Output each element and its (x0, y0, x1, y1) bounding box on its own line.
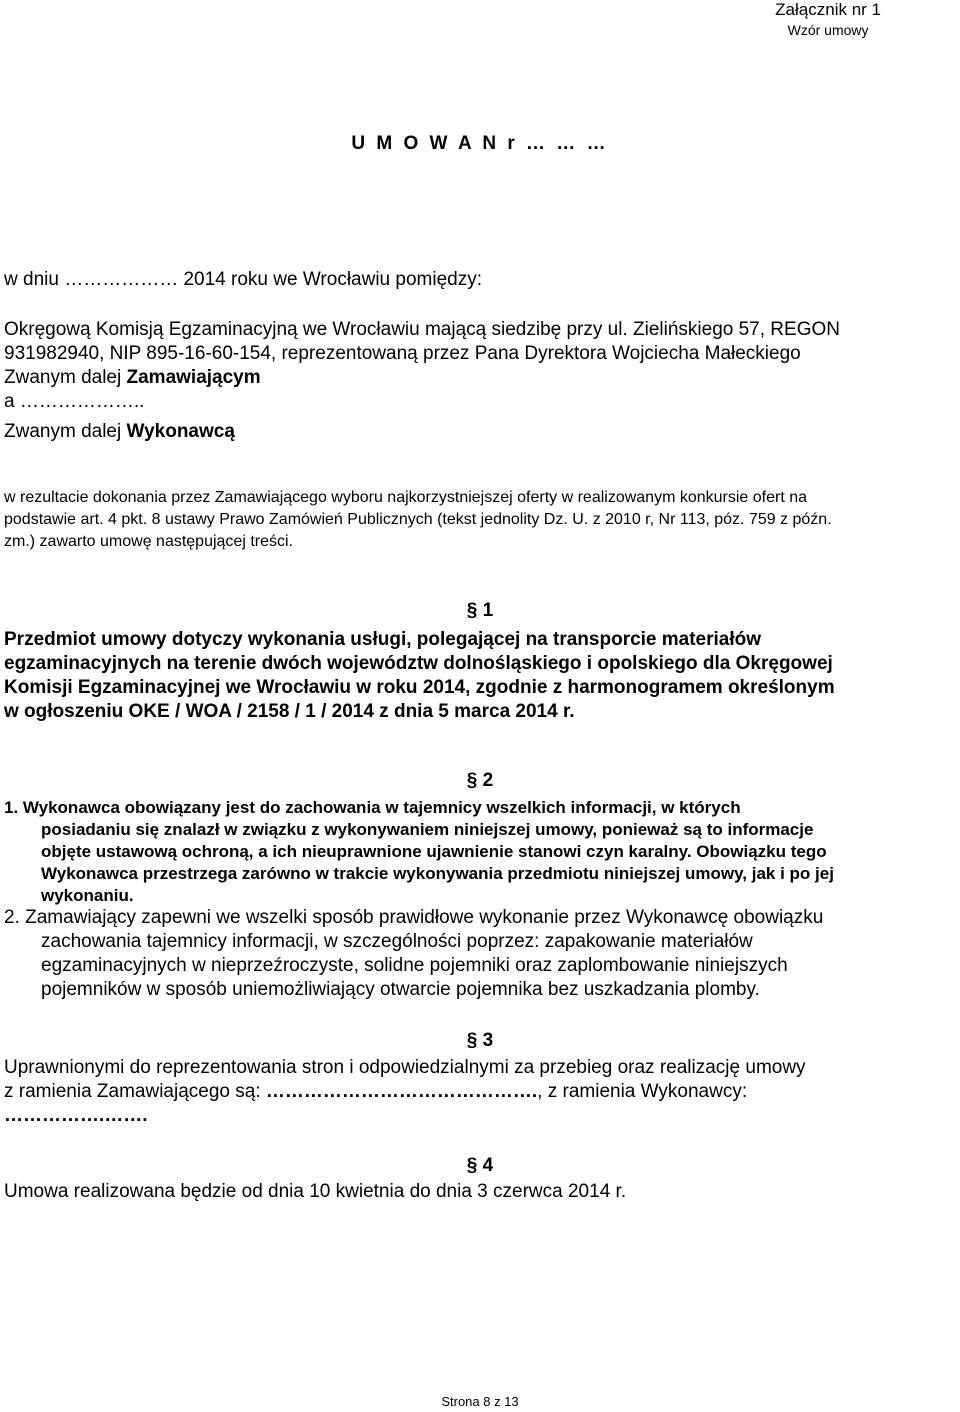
section-2-point-1 (4, 797, 956, 907)
legal-basis-line-1: w rezultacie dokonania przez Zamawiającego wyboru najkorzystniejszej oferty w realizowanym konkursie ofert na (4, 489, 808, 506)
section-1-number: 1 (482, 600, 494, 621)
section-1-heading (0, 600, 960, 622)
party-one (4, 318, 956, 444)
party-one-role: Zamawiającym (126, 367, 261, 388)
section-2-number: 2 (482, 770, 494, 791)
party-one-line-2: 931982940, NIP 895-16-60-154, reprezentowaną przez Pana Dyrektora Wojciecha Małeckiego (4, 343, 801, 364)
party-one-line-1: Okręgową Komisją Egzaminacyjną we Wrocławiu mającą siedzibę przy ul. Zielińskiego 57, REGON (4, 319, 840, 340)
attachment-label: Załącznik nr 1 (775, 0, 881, 19)
party-two-role: Wykonawcą (126, 421, 235, 442)
contract-title: U M O W A N r … … … (351, 133, 609, 154)
section-2-p2-line-2: zachowania tajemnicy informacji, w szczególności poprzez: zapakowanie materiałów (41, 931, 753, 952)
section-sign: § (466, 600, 478, 621)
section-1-line-2: egzaminacyjnych na terenie dwóch województw dolnośląskiego i opolskiego dla Okręgowej (4, 653, 833, 674)
section-sign: § (466, 1155, 478, 1176)
party-one-role-prefix: Zwanym dalej (4, 367, 127, 388)
section-1-line-3: Komisji Egzaminacyjnej we Wrocławiu w roku 2014, zgodnie z harmonogramem określonym (4, 677, 835, 698)
section-1-line-1: Przedmiot umowy dotyczy wykonania usługi, polegającej na transporcie materiałów (4, 629, 762, 650)
section-2-point-2 (4, 906, 956, 1002)
section-3-line-2 (4, 1080, 956, 1104)
legal-basis (4, 487, 956, 553)
legal-basis-line-2: podstawie art. 4 pkt. 8 ustawy Prawo Zamówień Publicznych (tekst jednolity Dz. U. z 2010 r, Nr 113, póz. 759 z późn. (4, 511, 832, 528)
section-3-line-2-c: , z ramienia Wykonawcy: (537, 1081, 748, 1102)
party-two-line: a ……………….. (4, 391, 145, 412)
section-2-heading (0, 770, 960, 792)
section-1-line-4: w ogłoszeniu OKE / WOA / 2158 / 1 / 2014 z dnia 5 marca 2014 r. (4, 701, 575, 722)
page-number: Strona 8 z 13 (441, 1394, 519, 1409)
section-3-heading (0, 1030, 960, 1052)
section-2-p1-line-1: 1. Wykonawca obowiązany jest do zachowania w tajemnicy wszelkich informacji, w których (4, 798, 741, 817)
section-3-line-1: Uprawnionymi do reprezentowania stron i odpowiedzialnymi za przebieg oraz realizację umowy (4, 1057, 806, 1078)
section-4-number: 4 (482, 1155, 494, 1176)
section-4-body: Umowa realizowana będzie od dnia 10 kwietnia do dnia 3 czerwca 2014 r. (4, 1181, 627, 1202)
section-1-body (4, 628, 956, 724)
section-sign: § (466, 770, 478, 791)
section-4-heading (0, 1155, 960, 1177)
section-3-body (4, 1056, 956, 1128)
section-3-line-2-a: z ramienia Zamawiającego są: (4, 1081, 266, 1102)
section-3-number: 3 (482, 1030, 494, 1051)
section-2-p1-line-5: wykonaniu. (41, 886, 134, 905)
party-one-role-line (4, 366, 956, 390)
section-3-line-2-b: ……………………………………. (265, 1081, 538, 1102)
section-2-p2-line-3: egzaminacyjnych w nieprzeźroczyste, solidne pojemniki oraz zaplombowanie niniejszych (41, 955, 788, 976)
date-line: w dniu ……………… 2014 roku we Wrocławiu pomiędzy: (4, 269, 482, 290)
section-2-p1-line-3: objęte ustawową ochroną, a ich nieuprawnione ujawnienie stanowi czyn karalny. Obowiązku tego (41, 842, 827, 861)
section-2-p2-line-4: pojemników w sposób uniemożliwiający otwarcie pojemnika bez uszkadzania plomby. (41, 979, 760, 1000)
section-3-line-3: …………….……. (4, 1105, 148, 1126)
template-label: Wzór umowy (787, 22, 869, 38)
section-sign: § (466, 1030, 478, 1051)
section-2-p1-line-4: Wykonawca przestrzega zarówno w trakcie wykonywania przedmiotu niniejszej umowy, jak i po jej (41, 864, 834, 883)
attachment-header (775, 0, 881, 40)
section-2-p2-line-1: 2. Zamawiający zapewni we wszelki sposób prawidłowe wykonanie przez Wykonawcę obowiązku (4, 907, 824, 928)
party-two-role-line (4, 420, 956, 444)
section-2-p1-line-2: posiadaniu się znalazł w związku z wykonywaniem niniejszej umowy, ponieważ są to informacje (41, 820, 814, 839)
legal-basis-line-3: zm.) zawarto umowę następującej treści. (4, 533, 293, 550)
party-two-role-prefix: Zwanym dalej (4, 421, 127, 442)
